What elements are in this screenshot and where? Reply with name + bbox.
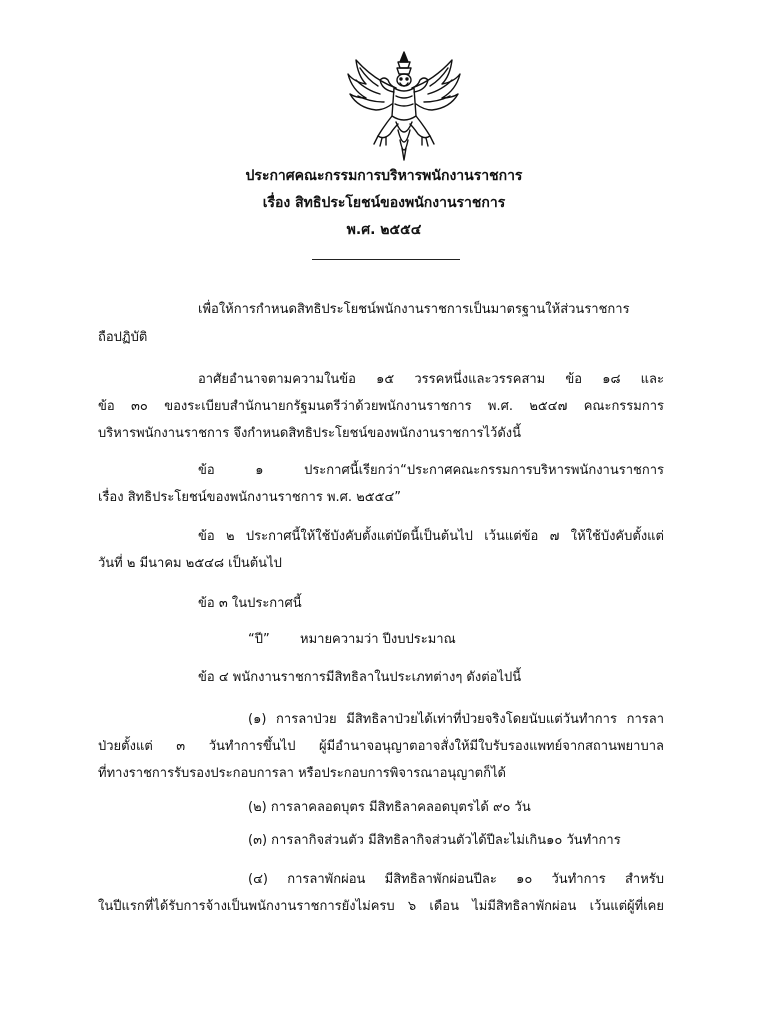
announcement-year: พ.ศ. ๒๕๕๔ [346, 222, 422, 238]
authority-paragraph-line: บริหารพนักงานราชการ จึงกำหนดสิทธิประโยชน์ของพนักงานราชการไว้ดังนี้ [98, 426, 522, 441]
clause-1-line: เรื่อง สิทธิประโยชน์ของพนักงานราชการ พ.ศ. ๒๕๕๔” [98, 490, 402, 505]
clause-1-line: ข้อ ๑ ประกาศนี้เรียกว่า“ประกาศคณะกรรมการบริหารพนักงานราชการ [198, 463, 664, 478]
leave-item-1-line: ป่วยตั้งแต่ ๓ วันทำการขึ้นไป ผู้มีอำนาจอนุญาตอาจสั่งให้มีใบรับรองแพทย์จากสถานพยาบาล [98, 739, 664, 754]
leave-item-1-line: ที่ทางราชการรับรองประกอบการลา หรือประกอบการพิจารณาอนุญาตก็ได้ [98, 766, 506, 781]
leave-item-4-line: ในปีแรกที่ได้รับการจ้างเป็นพนักงานราชการยังไม่ครบ ๖ เดือน ไม่มีสิทธิลาพักผ่อน เว้นแต่ผู้ที่เคย [98, 899, 664, 914]
announcement-title: ประกาศคณะกรรมการบริหารพนักงานราชการ [245, 168, 523, 184]
intro-paragraph-line: เพื่อให้การกำหนดสิทธิประโยชน์พนักงานราชการเป็นมาตรฐานให้ส่วนราชการ [198, 302, 630, 317]
leave-item-2-line: (๒) การลาคลอดบุตร มีสิทธิลาคลอดบุตรได้ ๙๐ วัน [248, 800, 531, 815]
garuda-emblem-icon [344, 50, 464, 162]
clause-2-line: วันที่ ๒ มีนาคม ๒๕๔๘ เป็นต้นไป [98, 556, 282, 571]
leave-item-3-line: (๓) การลากิจส่วนตัว มีสิทธิลากิจส่วนตัวได้ปีละไม่เกิน๑๐ วันทำการ [248, 833, 621, 848]
intro-paragraph-line: ถือปฏิบัติ [98, 330, 148, 345]
announcement-subject: เรื่อง สิทธิประโยชน์ของพนักงานราชการ [262, 195, 506, 211]
definition-term: “ปี” [248, 632, 270, 647]
definition-meaning: หมายความว่า ปีงบประมาณ [300, 632, 456, 647]
clause-4-line: ข้อ ๔ พนักงานราชการมีสิทธิลาในประเภทต่างๆ ดังต่อไปนี้ [198, 670, 522, 685]
leave-item-4-line: (๔) การลาพักผ่อน มีสิทธิลาพักผ่อนปีละ ๑๐ วันทำการ สำหรับ [248, 872, 664, 887]
clause-3-line: ข้อ ๓ ในประกาศนี้ [198, 596, 302, 611]
authority-paragraph-line: ข้อ ๓๐ ของระเบียบสำนักนายกรัฐมนตรีว่าด้วยพนักงานราชการ พ.ศ. ๒๕๔๗ คณะกรรมการ [98, 399, 664, 414]
leave-item-1-line: (๑) การลาป่วย มีสิทธิลาป่วยได้เท่าที่ป่วยจริงโดยนับแต่วันทำการ การลา [248, 712, 664, 727]
clause-2-line: ข้อ ๒ ประกาศนี้ให้ใช้บังคับตั้งแต่บัดนี้เป็นต้นไป เว้นแต่ข้อ ๗ ให้ใช้บังคับตั้งแต่ [198, 529, 664, 544]
title-divider [312, 259, 460, 260]
authority-paragraph-line: อาศัยอำนาจตามความในข้อ ๑๕ วรรคหนึ่งและวรรคสาม ข้อ ๑๘ และ [198, 372, 664, 387]
